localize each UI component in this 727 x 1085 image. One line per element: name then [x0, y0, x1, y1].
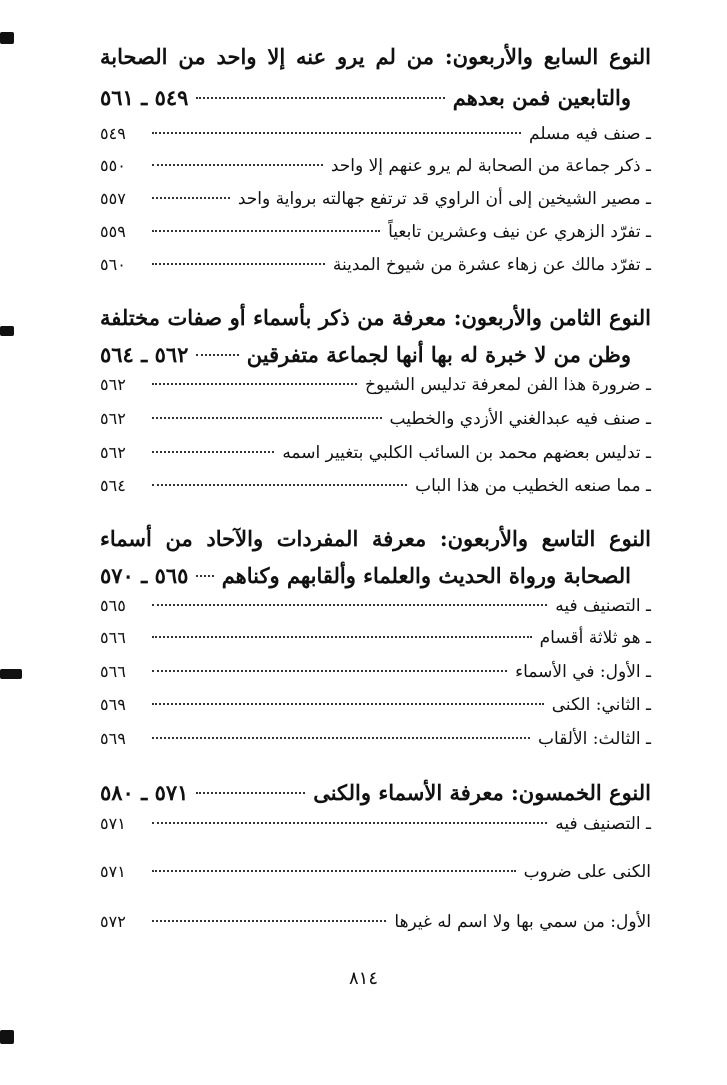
- section-page-range: ٥٦٢ ـ ٥٦٤: [100, 342, 189, 367]
- entry-page: ٥٥٠: [100, 156, 126, 175]
- toc-entry: [100, 862, 651, 888]
- toc-entry: [100, 596, 651, 622]
- leader-dots: [152, 703, 544, 705]
- entry-text: ـ التصنيف فيه: [555, 814, 651, 834]
- leader-dots: [196, 97, 444, 99]
- entry-page: ٥٦٩: [100, 729, 126, 748]
- entry-text: ـ تدليس بعضهم محمد بن السائب الكلبي بتغيير اسمه: [282, 443, 651, 463]
- toc-entry: [100, 189, 651, 215]
- section-page-range: ٥٧١ ـ ٥٨٠: [100, 780, 189, 805]
- entry-text: الكنى على ضروب: [523, 862, 651, 882]
- toc-entry: [100, 814, 651, 840]
- section-49-title-line1: النوع التاسع والأربعون: معرفة المفردات والآحاد من أسماء: [100, 526, 651, 551]
- toc-entry: [100, 443, 651, 469]
- entry-text: ـ تفرّد الزهري عن نيف وعشرين تابعياً: [388, 222, 651, 242]
- entry-page: ٥٧١: [100, 814, 126, 833]
- entry-text: ـ التصنيف فيه: [555, 596, 651, 616]
- entry-text: ـ الثالث: الألقاب: [538, 729, 651, 749]
- leader-dots: [152, 197, 230, 199]
- section-50-title: [100, 780, 651, 805]
- entry-text: ـ الأول: في الأسماء: [515, 662, 651, 682]
- entry-page: ٥٧١: [100, 862, 126, 881]
- entry-text: ـ هو ثلاثة أقسام: [539, 628, 651, 648]
- toc-entry: [100, 662, 651, 688]
- toc-entry: [100, 156, 651, 182]
- section-48-title-line2: [100, 342, 631, 367]
- page-number: ٨١٤: [348, 968, 378, 989]
- entry-page: ٥٤٩: [100, 124, 126, 143]
- toc-entry: [100, 375, 651, 401]
- entry-page: ٥٦٢: [100, 409, 126, 428]
- toc-entry: [100, 476, 651, 502]
- entry-page: ٥٥٧: [100, 189, 126, 208]
- scan-edge-mark: [0, 669, 22, 679]
- leader-dots: [152, 920, 386, 922]
- leader-dots: [152, 164, 323, 166]
- section-49-title-line2: [100, 563, 631, 588]
- entry-page: ٥٦٠: [100, 255, 126, 274]
- entry-text: ـ صنف فيه عبدالغني الأزدي والخطيب: [389, 409, 651, 429]
- toc-entry: [100, 124, 651, 150]
- toc-entry: [100, 222, 651, 248]
- leader-dots: [152, 670, 507, 672]
- entry-text: ـ مصير الشيخين إلى أن الراوي قد ترتفع جهالته برواية واحد: [237, 189, 651, 209]
- leader-dots: [196, 575, 213, 577]
- scan-edge-mark: [0, 326, 14, 336]
- section-title-text: الصحابة ورواة الحديث والعلماء وألقابهم وكناهم: [221, 563, 631, 588]
- section-title-text: النوع الخمسون: معرفة الأسماء والكنى: [313, 780, 651, 805]
- entry-page: ٥٦٥: [100, 596, 126, 615]
- leader-dots: [152, 636, 532, 638]
- leader-dots: [152, 451, 274, 453]
- leader-dots: [152, 484, 407, 486]
- entry-page: ٥٦٤: [100, 476, 126, 495]
- entry-page: ٥٦٦: [100, 662, 126, 681]
- leader-dots: [152, 417, 382, 419]
- entry-text: ـ تفرّد مالك عن زهاء عشرة من شيوخ المدينة: [332, 255, 651, 275]
- leader-dots: [152, 263, 325, 265]
- leader-dots: [152, 604, 547, 606]
- toc-entry: [100, 695, 651, 721]
- leader-dots: [152, 230, 380, 232]
- entry-page: ٥٦٦: [100, 628, 126, 647]
- leader-dots: [196, 354, 238, 356]
- entry-text: الأول: من سمي بها ولا اسم له غيرها: [394, 912, 651, 932]
- section-title-text: والتابعين فمن بعدهم: [452, 85, 631, 110]
- entry-text: ـ مما صنعه الخطيب من هذا الباب: [415, 476, 651, 496]
- scan-edge-mark: [0, 1030, 14, 1044]
- toc-entry: [100, 409, 651, 435]
- entry-page: ٥٦٢: [100, 443, 126, 462]
- entry-text: ـ الثاني: الكنى: [551, 695, 651, 715]
- entry-text: ـ صنف فيه مسلم: [529, 124, 651, 144]
- entry-page: ٥٦٢: [100, 375, 126, 394]
- toc-entry: [100, 912, 651, 938]
- section-page-range: ٥٤٩ ـ ٥٦١: [100, 85, 189, 110]
- section-title-text: وظن من لا خبرة له بها أنها لجماعة متفرقين: [246, 342, 631, 367]
- toc-entry: [100, 628, 651, 654]
- leader-dots: [152, 383, 357, 385]
- leader-dots: [152, 737, 530, 739]
- toc-entry: [100, 255, 651, 281]
- leader-dots: [152, 132, 521, 134]
- leader-dots: [196, 792, 305, 794]
- section-page-range: ٥٦٥ ـ ٥٧٠: [100, 563, 189, 588]
- leader-dots: [152, 822, 547, 824]
- entry-text: ـ ذكر جماعة من الصحابة لم يرو عنهم إلا واحد: [330, 156, 651, 176]
- section-47-title-line1: النوع السابع والأربعون: من لم يرو عنه إلا واحد من الصحابة: [100, 44, 651, 69]
- entry-text: ـ ضرورة هذا الفن لمعرفة تدليس الشيوخ: [364, 375, 651, 395]
- entry-page: ٥٥٩: [100, 222, 126, 241]
- entry-page: ٥٦٩: [100, 695, 126, 714]
- section-47-title-line2: [100, 85, 631, 110]
- scan-edge-mark: [0, 32, 14, 44]
- toc-entry: [100, 729, 651, 755]
- section-48-title-line1: النوع الثامن والأربعون: معرفة من ذكر بأسماء أو صفات مختلفة: [100, 305, 651, 330]
- leader-dots: [152, 870, 516, 872]
- entry-page: ٥٧٢: [100, 912, 126, 931]
